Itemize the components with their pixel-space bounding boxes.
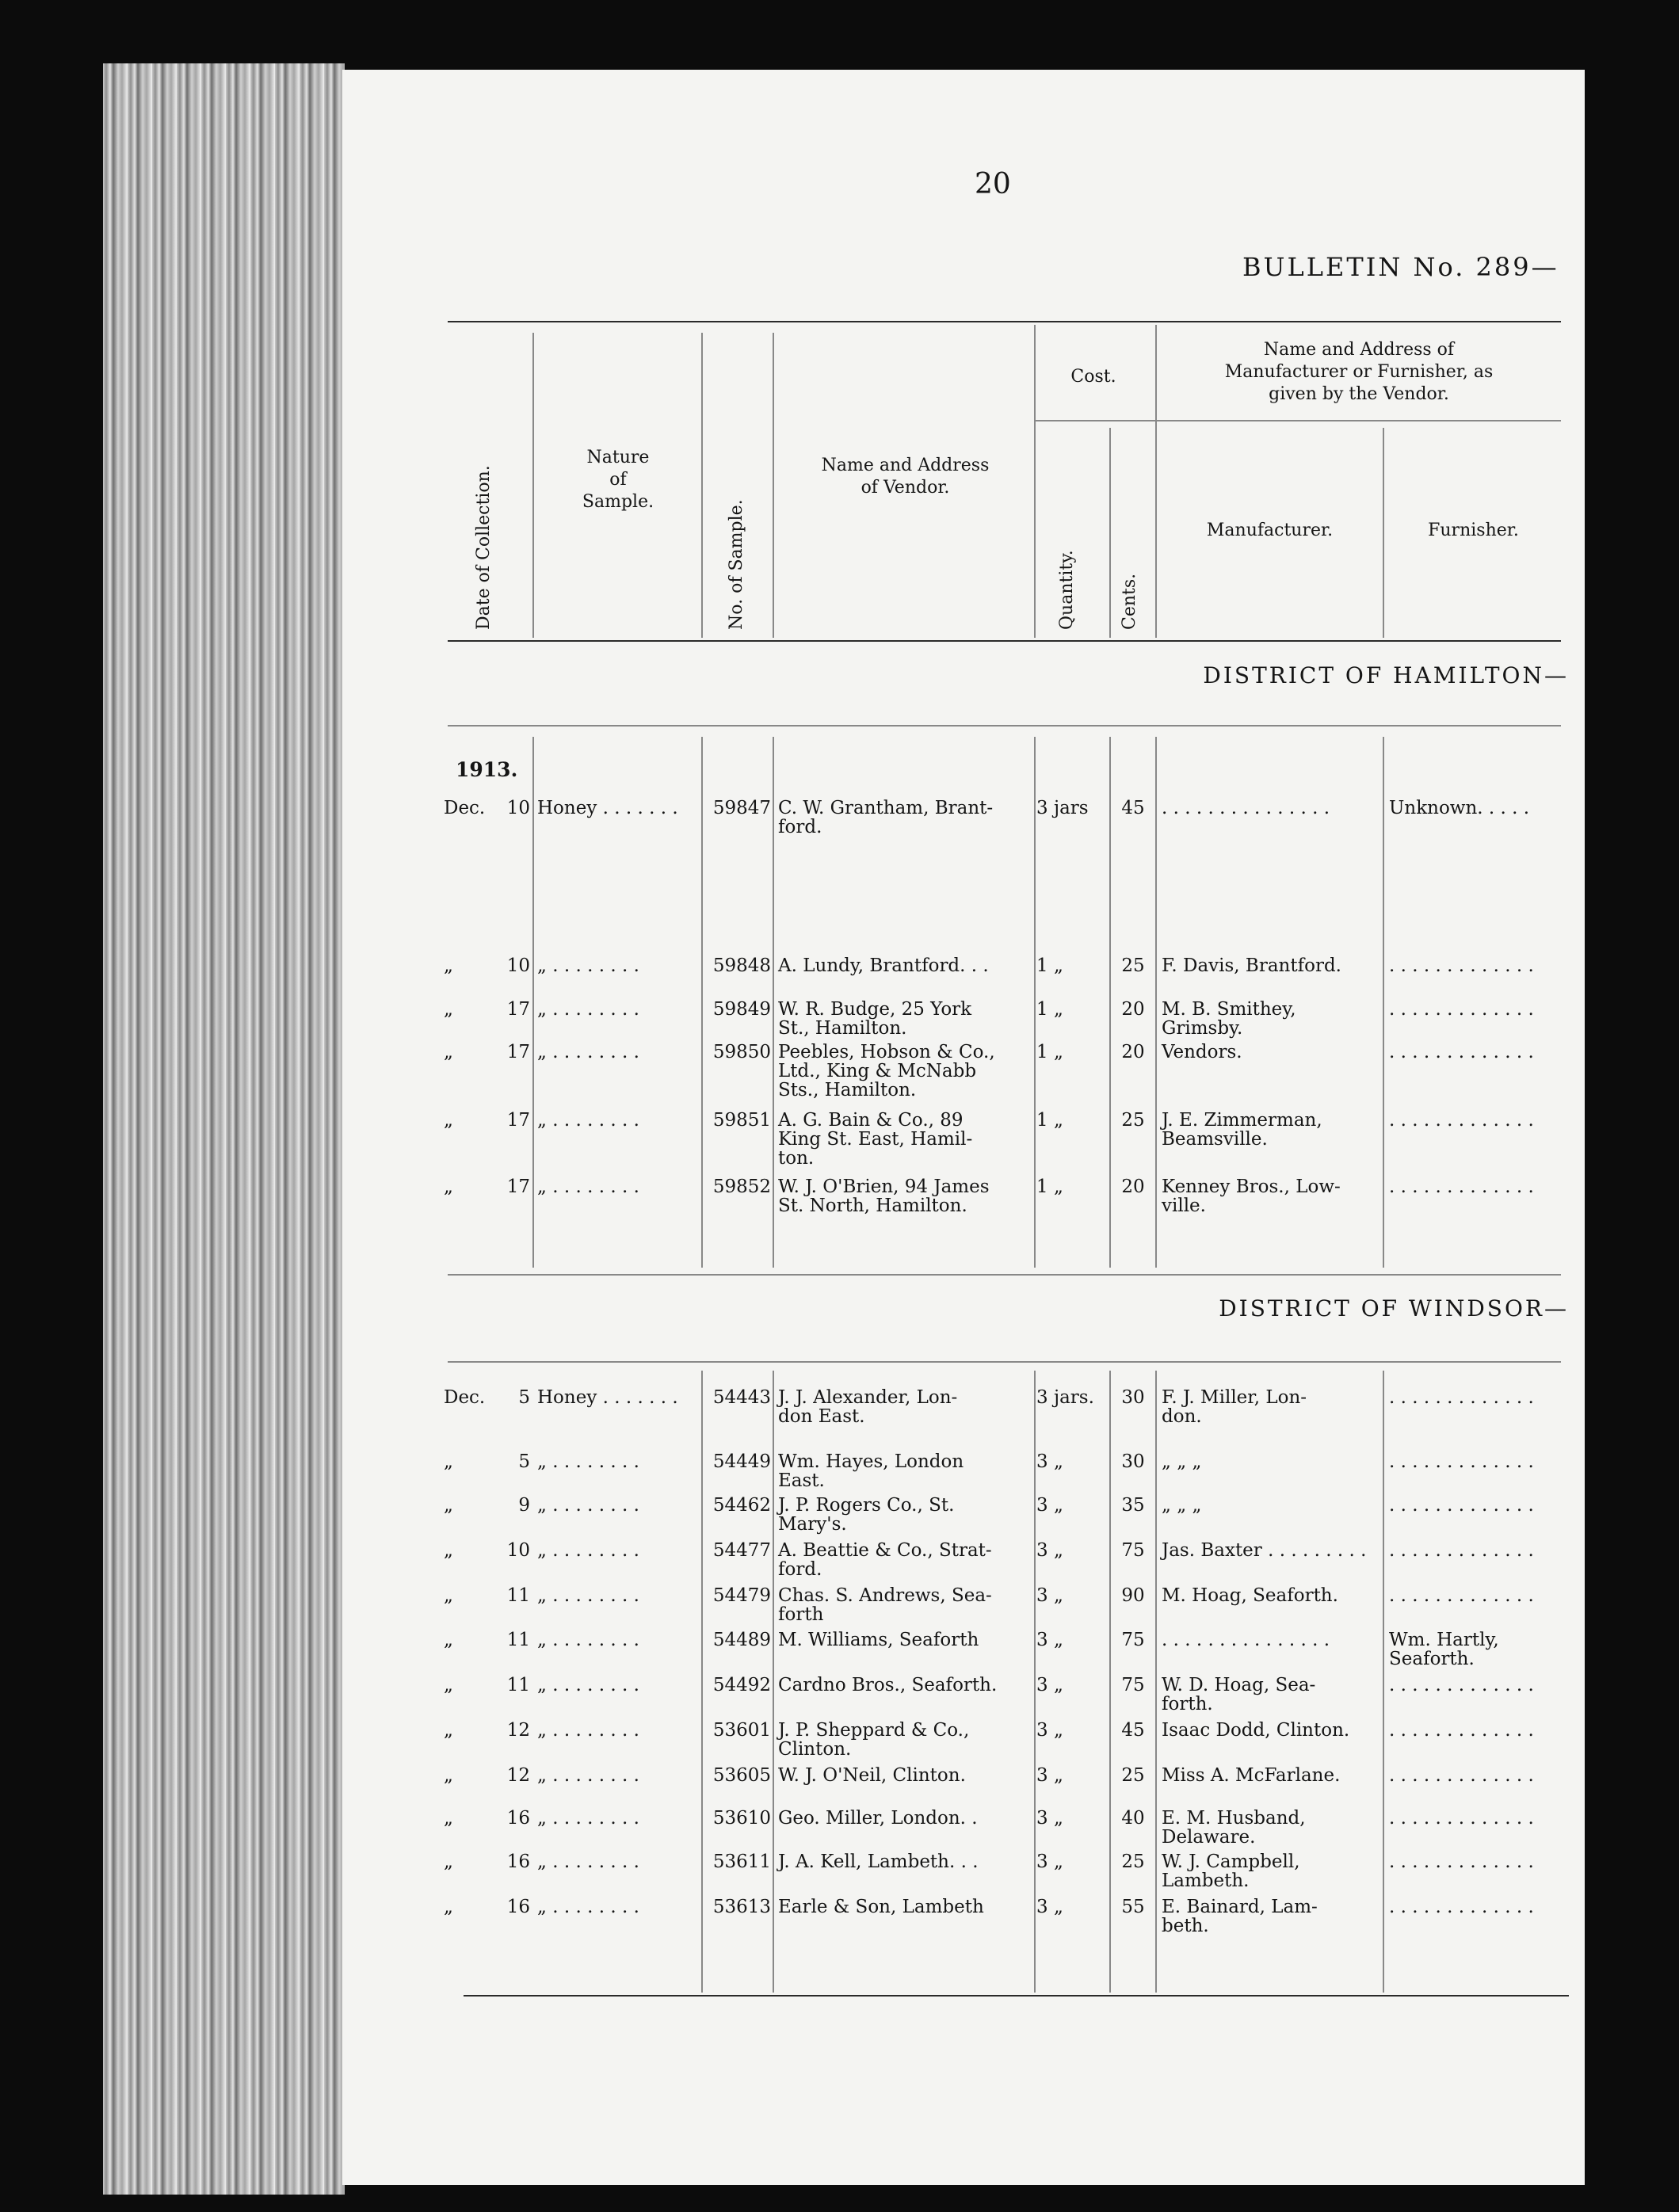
body-divider [701,737,703,1268]
row-manufacturer: M. B. Smithey, Grimsby. [1162,999,1296,1039]
row-vendor: Wm. Hayes, London East. [778,1451,964,1491]
row-manufacturer: Vendors. [1162,1042,1242,1062]
row-manufacturer: Isaac Dodd, Clinton. [1162,1720,1350,1741]
row-furnisher: . . . . . . . . . . . . . [1389,1042,1534,1062]
cents-header: Cents. [1120,573,1139,630]
row-sample-number: 53613 [712,1897,771,1917]
row-cents: 35 [1121,1495,1145,1516]
row-cents: 20 [1121,999,1145,1020]
body-divider [1034,737,1036,1268]
row-day: 9 [518,1495,530,1516]
row-quantity: 1 „ [1036,955,1063,976]
row-month: „ [444,1110,453,1131]
row-sample-number: 54479 [712,1585,771,1606]
furnisher-header: Furnisher. [1428,521,1519,540]
row-furnisher: . . . . . . . . . . . . . [1389,999,1534,1020]
row-furnisher: . . . . . . . . . . . . . [1389,1387,1534,1408]
row-furnisher: . . . . . . . . . . . . . [1389,1177,1534,1197]
row-cents: 75 [1121,1630,1145,1650]
row-furnisher: . . . . . . . . . . . . . [1389,1110,1534,1131]
row-day: 17 [506,1042,530,1062]
row-nature: Honey . . . . . . . [537,798,678,818]
row-day: 11 [506,1585,530,1606]
row-nature: „ . . . . . . . . [537,1110,639,1131]
row-vendor: Earle & Son, Lambeth [778,1897,984,1917]
row-sample-number: 54449 [712,1451,771,1472]
row-vendor: Geo. Miller, London. . [778,1808,978,1829]
body-divider [532,737,534,1268]
row-cents: 25 [1121,1852,1145,1872]
row-nature: „ . . . . . . . . [537,1808,639,1829]
row-nature: „ . . . . . . . . [537,1451,639,1472]
row-quantity: 3 jars. [1036,1387,1094,1408]
row-cents: 25 [1121,1765,1145,1786]
row-quantity: 3 „ [1036,1852,1063,1872]
row-cents: 90 [1121,1585,1145,1606]
row-day: 10 [506,1540,530,1561]
row-manufacturer: Kenney Bros., Low- ville. [1162,1177,1341,1216]
row-day: 16 [506,1852,530,1872]
district-rule [448,725,1561,727]
manufacturer-furnisher-header: Name and Address of Manufacturer or Furnisher, as given by the Vendor. [1224,340,1494,404]
nature-of-sample-header: Nature of Sample. [582,448,654,512]
row-vendor: A. Beattie & Co., Strat- ford. [778,1540,992,1580]
row-quantity: 1 „ [1036,999,1063,1020]
row-month: Dec. [444,798,486,818]
row-quantity: 3 „ [1036,1451,1063,1472]
row-vendor: M. Williams, Seaforth [778,1630,979,1650]
row-sample-number: 59852 [712,1177,771,1197]
body-divider [1109,1371,1111,1993]
quantity-header: Quantity. [1057,550,1077,630]
table-bottom-rule [464,1995,1569,1997]
row-day: 16 [506,1897,530,1917]
row-nature: „ . . . . . . . . [537,1177,639,1197]
row-day: 16 [506,1808,530,1829]
row-cents: 75 [1121,1675,1145,1695]
row-manufacturer: W. D. Hoag, Sea- forth. [1162,1675,1316,1714]
row-month: „ [444,1897,453,1917]
row-nature: „ . . . . . . . . [537,1897,639,1917]
row-sample-number: 54492 [712,1675,771,1695]
row-sample-number: 59850 [712,1042,771,1062]
row-vendor: Cardno Bros., Seaforth. [778,1675,998,1695]
row-furnisher: Unknown. . . . . [1389,798,1530,818]
microfilm-edge [103,63,345,2195]
row-quantity: 3 „ [1036,1675,1063,1695]
row-manufacturer: Jas. Baxter . . . . . . . . . [1162,1540,1367,1561]
row-sample-number: 54462 [712,1495,771,1516]
body-divider [1383,737,1384,1268]
row-month: „ [444,1540,453,1561]
row-month: „ [444,1675,453,1695]
row-vendor: W. R. Budge, 25 York St., Hamilton. [778,999,972,1039]
header-divider [1109,428,1111,638]
bulletin-title: BULLETIN No. 289— [1242,252,1559,282]
row-quantity: 3 „ [1036,1720,1063,1741]
row-quantity: 3 „ [1036,1630,1063,1650]
header-divider [1155,325,1157,638]
page-number: 20 [975,168,1011,200]
row-manufacturer: . . . . . . . . . . . . . . . [1162,798,1330,818]
row-sample-number: 59849 [712,999,771,1020]
row-vendor: Chas. S. Andrews, Sea- forth [778,1585,992,1625]
row-furnisher: . . . . . . . . . . . . . [1389,1495,1534,1516]
row-nature: „ . . . . . . . . [537,1765,639,1786]
row-vendor: A. Lundy, Brantford. . . [778,955,989,976]
row-day: 5 [518,1451,530,1472]
row-sample-number: 53611 [712,1852,771,1872]
row-day: 11 [506,1675,530,1695]
row-day: 12 [506,1765,530,1786]
row-sample-number: 59847 [712,798,771,818]
header-divider [532,333,534,638]
row-manufacturer: „ „ „ [1162,1495,1202,1516]
manufacturer-header: Manufacturer. [1206,521,1334,540]
row-cents: 40 [1121,1808,1145,1829]
row-cents: 30 [1121,1451,1145,1472]
header-divider [773,333,774,638]
row-month: „ [444,955,453,976]
header-divider [1034,325,1036,638]
body-divider [1155,737,1157,1268]
row-manufacturer: „ „ „ [1162,1451,1202,1472]
row-manufacturer: E. Bainard, Lam- beth. [1162,1897,1318,1936]
row-day: 17 [506,999,530,1020]
row-month: „ [444,1852,453,1872]
row-nature: „ . . . . . . . . [537,1585,639,1606]
row-quantity: 3 „ [1036,1765,1063,1786]
row-day: 17 [506,1110,530,1131]
row-furnisher: . . . . . . . . . . . . . [1389,1765,1534,1786]
body-divider [1155,1371,1157,1993]
row-month: „ [444,1585,453,1606]
date-of-collection-header: Date of Collection. [474,465,494,630]
row-cents: 25 [1121,955,1145,976]
row-cents: 20 [1121,1177,1145,1197]
row-quantity: 3 jars [1036,798,1089,818]
row-vendor: C. W. Grantham, Brant- ford. [778,798,994,837]
row-nature: „ . . . . . . . . [537,1852,639,1872]
row-sample-number: 53610 [712,1808,771,1829]
row-furnisher: Wm. Hartly, Seaforth. [1389,1630,1499,1669]
row-vendor: A. G. Bain & Co., 89 King St. East, Hamil- ton. [778,1110,973,1169]
row-nature: „ . . . . . . . . [537,1720,639,1741]
row-sample-number: 53605 [712,1765,771,1786]
body-divider [701,1371,703,1993]
row-manufacturer: Miss A. McFarlane. [1162,1765,1341,1786]
row-vendor: J. P. Rogers Co., St. Mary's. [778,1495,955,1535]
row-cents: 55 [1121,1897,1145,1917]
row-month: „ [444,1177,453,1197]
body-divider [773,737,774,1268]
row-cents: 25 [1121,1110,1145,1131]
row-vendor: W. J. O'Brien, 94 James St. North, Hamilton. [778,1177,990,1216]
row-day: 10 [506,798,530,818]
row-manufacturer: E. M. Husband, Delaware. [1162,1808,1306,1848]
row-quantity: 3 „ [1036,1540,1063,1561]
row-nature: „ . . . . . . . . [537,1042,639,1062]
row-quantity: 3 „ [1036,1808,1063,1829]
row-manufacturer: F. Davis, Brantford. [1162,955,1341,976]
cost-header: Cost. [1070,367,1116,387]
header-divider [1383,428,1384,638]
row-furnisher: . . . . . . . . . . . . . [1389,1720,1534,1741]
row-sample-number: 54477 [712,1540,771,1561]
row-furnisher: . . . . . . . . . . . . . [1389,1585,1534,1606]
body-divider [1383,1371,1384,1993]
header-divider [701,333,703,638]
district-heading-windsor: DISTRICT OF WINDSOR— [1219,1295,1569,1321]
row-nature: „ . . . . . . . . [537,1630,639,1650]
row-day: 17 [506,1177,530,1197]
row-manufacturer: . . . . . . . . . . . . . . . [1162,1630,1330,1650]
row-month: „ [444,1495,453,1516]
row-quantity: 1 „ [1036,1110,1063,1131]
row-quantity: 3 „ [1036,1495,1063,1516]
row-quantity: 3 „ [1036,1897,1063,1917]
year-label: 1913. [456,758,518,781]
row-day: 11 [506,1630,530,1650]
row-furnisher: . . . . . . . . . . . . . [1389,1897,1534,1917]
row-furnisher: . . . . . . . . . . . . . [1389,1451,1534,1472]
row-nature: „ . . . . . . . . [537,1675,639,1695]
row-month: „ [444,1451,453,1472]
row-manufacturer: F. J. Miller, Lon- don. [1162,1387,1307,1427]
row-nature: „ . . . . . . . . [537,999,639,1020]
row-sample-number: 53601 [712,1720,771,1741]
row-day: 5 [518,1387,530,1408]
sample-number-header: No. of Sample. [727,499,746,630]
row-month: „ [444,1720,453,1741]
header-bottom-rule [448,640,1561,642]
row-vendor: W. J. O'Neil, Clinton. [778,1765,966,1786]
vendor-header: Name and Address of Vendor. [821,456,990,498]
row-quantity: 1 „ [1036,1042,1063,1062]
row-day: 10 [506,955,530,976]
row-cents: 45 [1121,798,1145,818]
row-vendor: J. A. Kell, Lambeth. . . [778,1852,979,1872]
row-month: „ [444,1765,453,1786]
row-furnisher: . . . . . . . . . . . . . [1389,955,1534,976]
row-month: „ [444,999,453,1020]
row-furnisher: . . . . . . . . . . . . . [1389,1540,1534,1561]
row-vendor: J. J. Alexander, Lon- don East. [778,1387,958,1427]
body-divider [1109,737,1111,1268]
row-month: „ [444,1042,453,1062]
row-month: „ [444,1808,453,1829]
row-furnisher: . . . . . . . . . . . . . [1389,1852,1534,1872]
cost-group-rule [1034,420,1561,421]
row-vendor: Peebles, Hobson & Co., Ltd., King & McNabb Sts., Hamilton. [778,1042,995,1100]
body-divider [773,1371,774,1993]
district-heading-hamilton: DISTRICT OF HAMILTON— [1203,662,1569,688]
row-cents: 20 [1121,1042,1145,1062]
row-day: 12 [506,1720,530,1741]
row-vendor: J. P. Sheppard & Co., Clinton. [778,1720,970,1760]
row-furnisher: . . . . . . . . . . . . . [1389,1675,1534,1695]
row-month: Dec. [444,1387,486,1408]
row-manufacturer: M. Hoag, Seaforth. [1162,1585,1338,1606]
district-rule [448,1361,1561,1363]
section-rule [448,1274,1561,1276]
row-cents: 45 [1121,1720,1145,1741]
row-cents: 75 [1121,1540,1145,1561]
row-sample-number: 59848 [712,955,771,976]
row-manufacturer: J. E. Zimmerman, Beamsville. [1162,1110,1322,1150]
row-nature: „ . . . . . . . . [537,1495,639,1516]
row-quantity: 3 „ [1036,1585,1063,1606]
row-nature: „ . . . . . . . . [537,955,639,976]
row-furnisher: . . . . . . . . . . . . . [1389,1808,1534,1829]
row-sample-number: 54489 [712,1630,771,1650]
table-top-rule [448,321,1561,322]
row-nature: Honey . . . . . . . [537,1387,678,1408]
row-manufacturer: W. J. Campbell, Lambeth. [1162,1852,1300,1891]
row-month: „ [444,1630,453,1650]
row-quantity: 1 „ [1036,1177,1063,1197]
row-cents: 30 [1121,1387,1145,1408]
row-nature: „ . . . . . . . . [537,1540,639,1561]
row-sample-number: 54443 [712,1387,771,1408]
row-sample-number: 59851 [712,1110,771,1131]
body-divider [1034,1371,1036,1993]
